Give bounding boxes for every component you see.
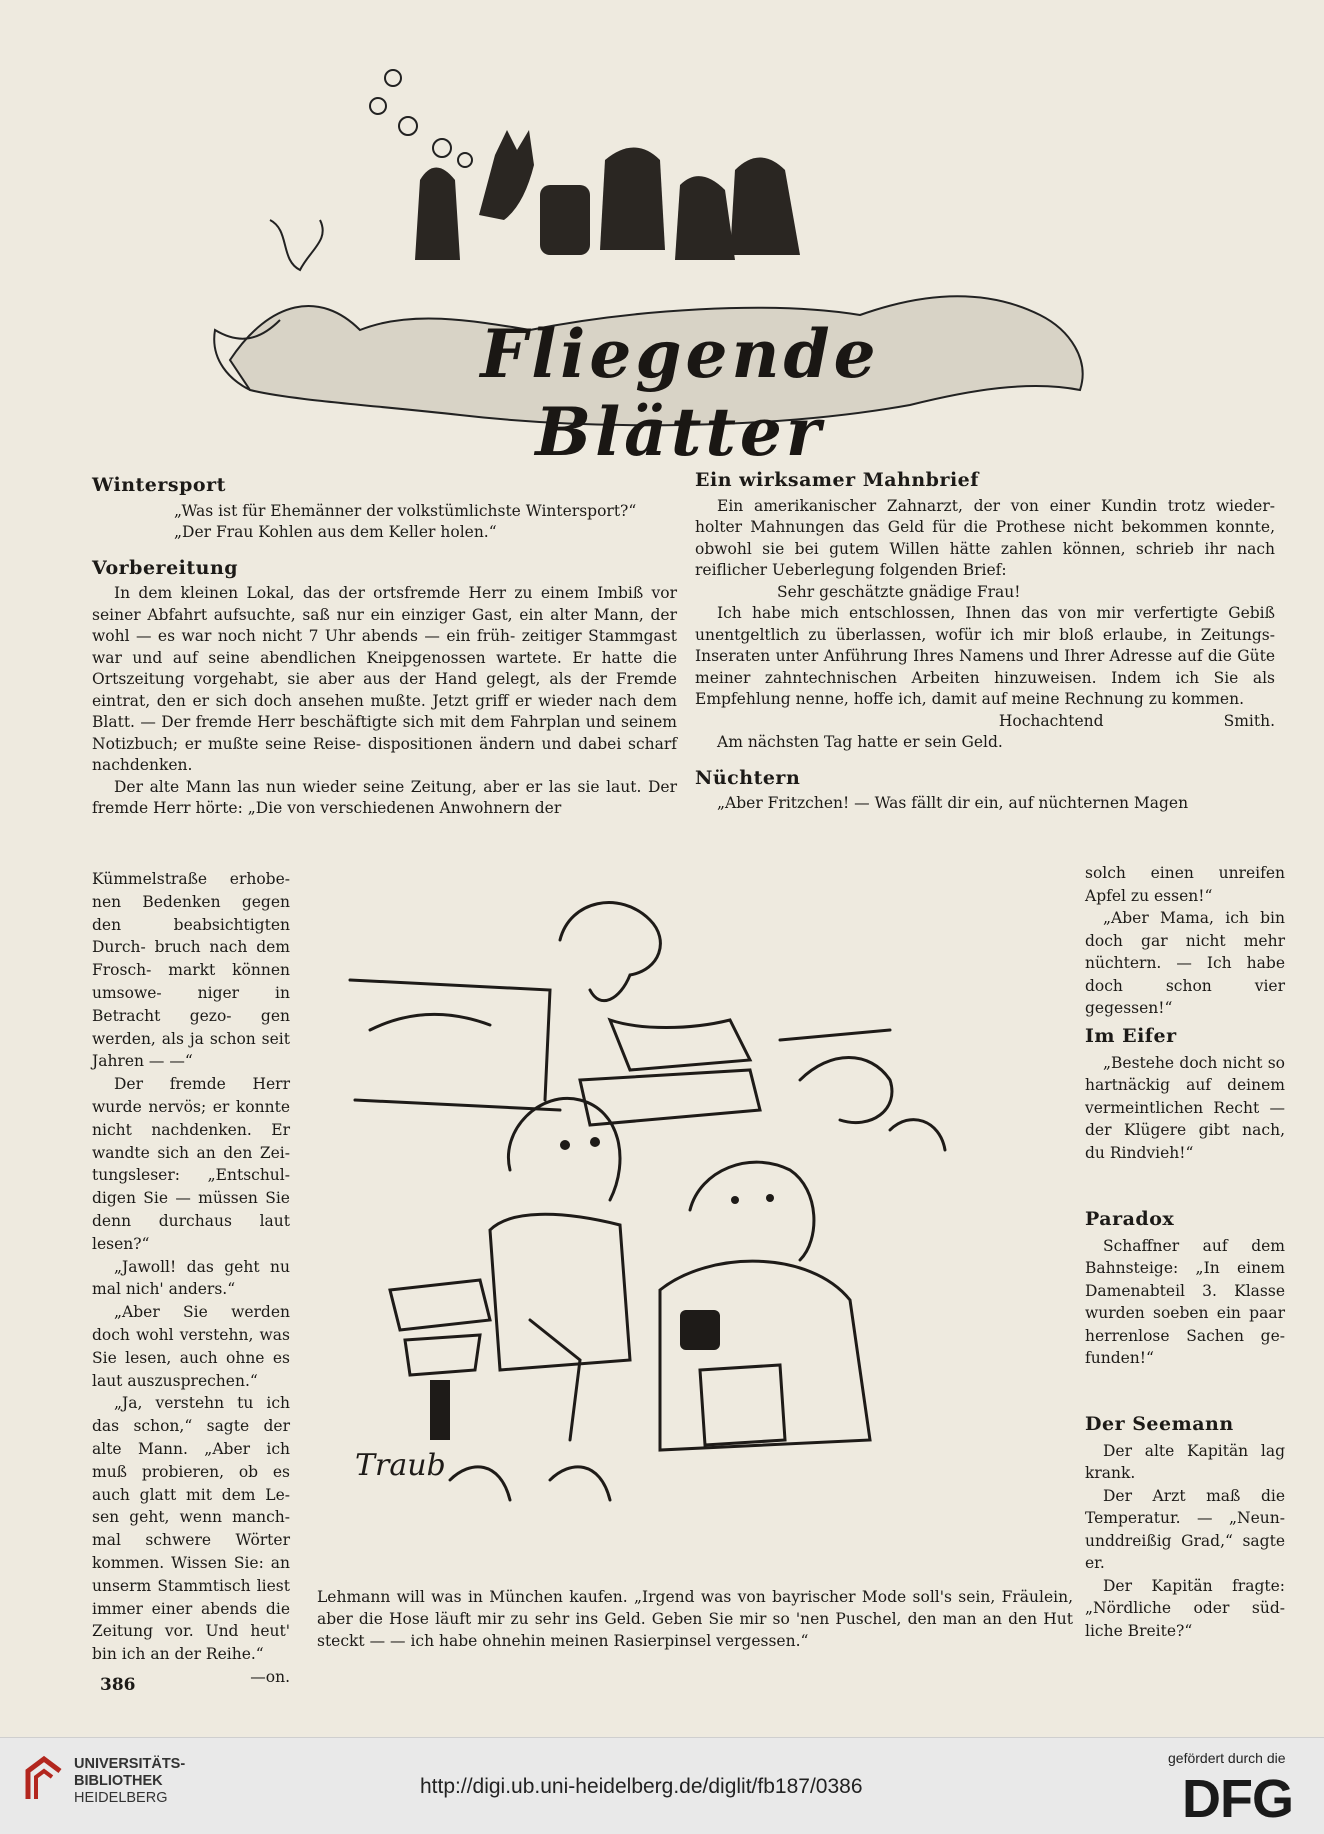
vorbereitung-narrow-2: Der fremde Herr wurde nervös; er konnte nicht nachdenken. Er wandte sich an den Zei- tungsleser: „Entschul- digen Sie — müssen Sie denn durchaus laut lesen?“ xyxy=(92,1075,290,1253)
mahnbrief-paragraph-1: Ein amerikanischer Zahnarzt, der von einer Kundin trotz wieder- holter Mahnungen das Geld für die Prothese nicht bekommen konnte, obwohl sie bei gutem Willen hätte zahlen können, schrieb ihr nach reiflicher Ueberlegung folgenden Brief: xyxy=(695,496,1275,579)
cartoon-drawing xyxy=(330,880,1080,1580)
right-column xyxy=(695,470,1275,815)
university-library-logo-icon[interactable] xyxy=(22,1755,66,1805)
permalink-url[interactable]: http://digi.ub.uni-heidelberg.de/diglit/fb187/0386 xyxy=(420,1775,863,1798)
mahnbrief-name: Smith. xyxy=(1223,711,1275,730)
eifer-article xyxy=(1085,1025,1285,1164)
nuechtern-continuation xyxy=(1085,862,1285,1020)
seemann-paragraph-3: Der Kapitän fragte: „Nördliche oder süd- liche Breite?“ xyxy=(1085,1576,1285,1640)
illustration-signature: Traub xyxy=(355,1448,446,1483)
mahnbrief-paragraph-3: Am nächsten Tag hatte er sein Geld. xyxy=(717,733,1003,751)
page-number: 386 xyxy=(100,1675,136,1695)
illustration-caption: Lehmann will was in München kaufen. „Irgend was von bayrischer Mode soll's sein, Fräulein, aber die Hose läuft mir zu sehr ins Geld. Geben Sie mir so 'nen Puschel, den man an den Hut steckt — — ich habe ohnehin meinen Rasierpinsel vergessen.“ xyxy=(317,1588,1073,1650)
university-library-name[interactable] xyxy=(74,1756,185,1807)
nuechtern-paragraph-2: „Aber Mama, ich bin doch gar nicht mehr nüchtern. — Ich habe doch schon vier gegessen!“ xyxy=(1085,909,1285,1017)
nuechtern-rest: solch einen unreifen Apfel zu essen!“ xyxy=(1085,864,1285,905)
dfg-logo[interactable]: DFG xyxy=(1182,1769,1293,1829)
vorbereitung-paragraph-2: Der alte Mann las nun wieder seine Zeitung, aber er las sie laut. Der fremde Herr hörte: „Die von verschiedenen Anwohnern der xyxy=(92,777,677,817)
mahnbrief-paragraph-2: Ich habe mich entschlossen, Ihnen das von mir verfertigte Gebiß unentgeltlich zu überlassen, wofür ich mir bloß erlaube, in Zeitungs- Inseraten unter Anführung Ihres Namens und Ihrer Adresse auf die Güte meiner zahntechnischen Arbeiten hinzuweisen. Indem ich Sie als Empfehlung nenne, hoffe ich, damit auf meine Rechnung zu kommen. xyxy=(695,604,1275,708)
paradox-article xyxy=(1085,1208,1285,1370)
vorbereitung-title: Vorbereitung xyxy=(92,556,239,579)
mahnbrief-title: Ein wirksamer Mahnbrief xyxy=(695,469,979,491)
nuechtern-line-1: „Aber Fritzchen! — Was fällt dir ein, auf nüchternen Magen xyxy=(717,794,1189,812)
seemann-paragraph-2: Der Arzt maß die Temperatur. — „Neun- unddreißig Grad,“ sagte er. xyxy=(1085,1486,1285,1572)
vorbereitung-paragraph-1: In dem kleinen Lokal, das der ortsfremde Herr zu einem Imbiß vor seiner Abfahrt aufsuchte, saß nur ein einziger Gast, ein alter Mann, der wohl — es war noch nicht 7 Uhr abends — ein früh- zeitiger Stammgast war und auf seine abendlichen Kneipgenossen wartete. Er hatte die Ortszeitung vorgehabt, sie aber aus der Hand gelegt, als der Fremde eintrat, den er sich doch ansehen mußte. Jetzt griff er wieder nach dem Blatt. — Der fremde Herr beschäftigte sich mit dem Fahrplan und seinem Notizbuch; er mußte seine Reise- dispositionen ändern und dabei scharf nachdenken. xyxy=(92,584,677,774)
mahnbrief-closing: Hochachtend xyxy=(998,711,1104,730)
vorbereitung-narrow-1: Kümmelstraße erhobe- nen Bedenken gegen den beabsichtigten Durch- bruch nach dem Frosch- markt können umsowe- niger in Betracht gezo- gen werden, als ja schon seit Jahren — —“ xyxy=(92,870,290,1071)
seemann-title: Der Seemann xyxy=(1085,1413,1234,1435)
eifer-text: „Bestehe doch nicht so hartnäckig auf deinem vermeintlichen Recht — der Klügere gibt nach, du Rindvieh!“ xyxy=(1085,1053,1285,1162)
vorbereitung-signature: —on. xyxy=(250,1667,290,1686)
funding-label: gefördert durch die xyxy=(1168,1750,1286,1766)
vorbereitung-narrow-5: „Ja, verstehn tu ich das schon,“ sagte der alte Mann. „Aber ich muß probieren, ob es auch glatt mit dem Le- sen geht, wenn manch- mal schwere Wörter kommen. Wissen Sie: an unserm Stammtisch liest immer einer abends die Zeitung vor. Und heut' bin ich an der Reihe.“ xyxy=(92,1394,290,1664)
paradox-title: Paradox xyxy=(1085,1208,1175,1230)
masthead-title: Fliegende Blätter xyxy=(480,315,880,471)
vorbereitung-narrow-3: „Jawoll! das geht nu mal nich' anders.“ xyxy=(92,1257,290,1299)
cartoon-illustration xyxy=(330,880,1080,1580)
paradox-text: Schaffner auf dem Bahnsteige: „In einem Damenabteil 3. Klasse wurden soeben ein paar herrenlose Sachen ge- funden!“ xyxy=(1085,1236,1285,1367)
library-line-2: BIBLIOTHEK xyxy=(74,1773,163,1789)
left-column xyxy=(92,475,677,820)
wintersport-line-1: „Was ist für Ehemänner der volkstümlichste Wintersport?“ xyxy=(174,501,637,520)
nuechtern-title: Nüchtern xyxy=(695,766,801,789)
mahnbrief-salutation: Sehr geschätzte gnädige Frau! xyxy=(777,582,1021,601)
library-line-3: HEIDELBERG xyxy=(74,1790,168,1806)
seemann-article xyxy=(1085,1413,1285,1642)
seemann-paragraph-1: Der alte Kapitän lag krank. xyxy=(1085,1441,1285,1482)
wintersport-title: Wintersport xyxy=(92,474,226,496)
vorbereitung-narrow-4: „Aber Sie werden doch wohl verstehn, was Sie lesen, auch ohne es laut auszusprechen.“ xyxy=(92,1303,290,1390)
eifer-title: Im Eifer xyxy=(1085,1025,1177,1047)
wintersport-line-2: „Der Frau Kohlen aus dem Keller holen.“ xyxy=(174,523,497,541)
library-line-1: UNIVERSITÄTS- xyxy=(74,1756,186,1772)
vorbereitung-continuation xyxy=(92,868,290,1689)
masthead xyxy=(210,60,1110,471)
